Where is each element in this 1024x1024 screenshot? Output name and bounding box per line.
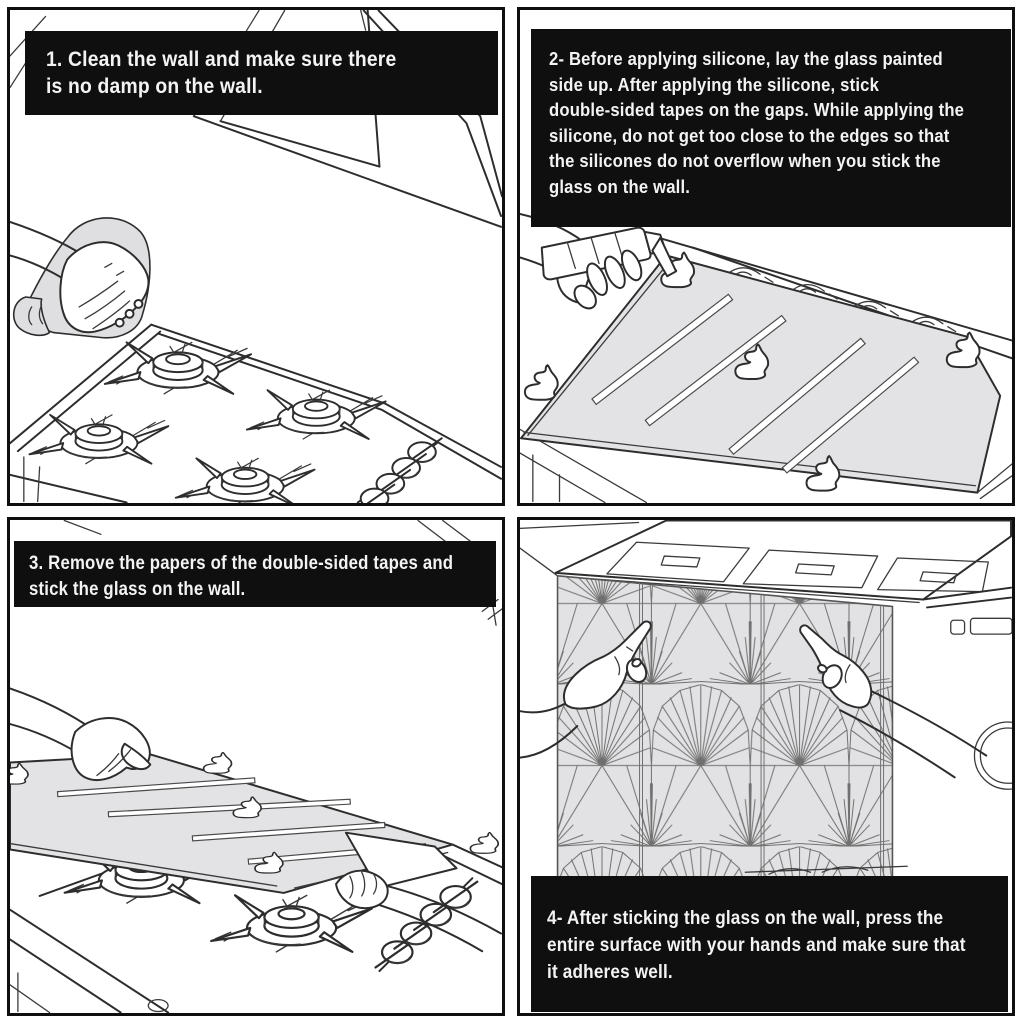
step-3-caption — [14, 541, 496, 607]
caption-line: 1. Clean the wall and make sure there — [46, 48, 397, 71]
caption-line: double-sided tapes on the gaps. While applying the — [549, 99, 965, 120]
caption-line: silicone, do not get too close to the edges so that — [549, 124, 950, 146]
step-2-caption — [531, 29, 1011, 227]
caption-line: the silicones do not overflow when you stick the — [549, 150, 941, 171]
step-4-panel — [517, 517, 1015, 1016]
caption-line: glass on the wall. — [549, 175, 691, 197]
step-4-caption — [531, 876, 1008, 1012]
step-1-caption — [25, 31, 498, 115]
caption-line: is no damp on the wall. — [46, 75, 263, 98]
caption-line: it adheres well. — [547, 961, 673, 983]
step-1-panel — [7, 7, 505, 506]
caption-line: 4- After sticking the glass on the wall, press the — [547, 907, 944, 929]
caption-line: stick the glass on the wall. — [29, 578, 246, 600]
step-2-panel — [517, 7, 1015, 506]
caption-line: side up. After applying the silicone, stick — [549, 73, 880, 95]
caption-line: 3. Remove the papers of the double-sided tapes and — [29, 552, 454, 574]
caption-line: 2- Before applying silicone, lay the glass painted — [549, 48, 943, 69]
step-3-panel — [7, 517, 505, 1016]
caption-line: entire surface with your hands and make sure that — [547, 934, 966, 956]
